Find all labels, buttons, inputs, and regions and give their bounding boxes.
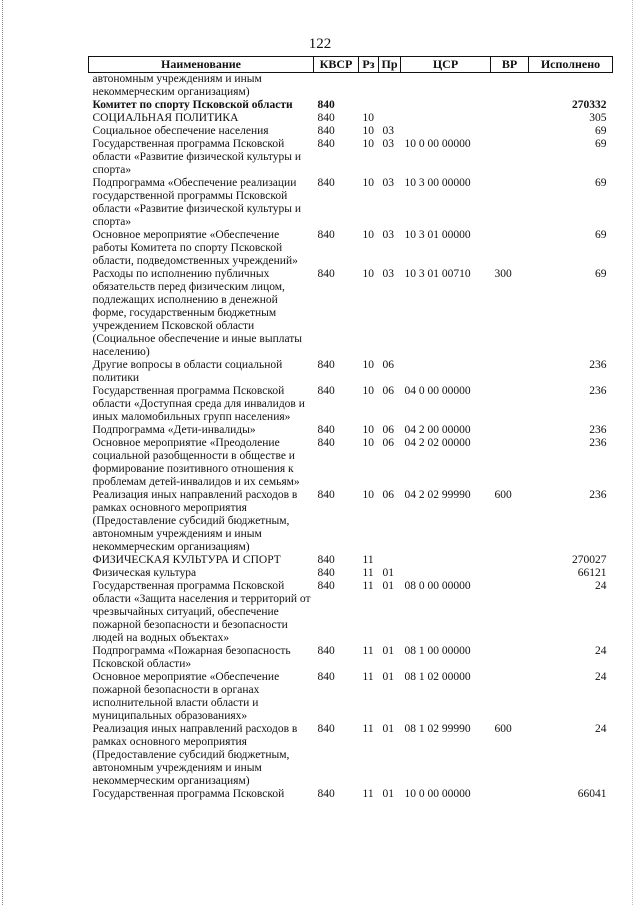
header-csr: ЦСР (401, 57, 491, 73)
cell-vr (491, 112, 529, 125)
cell-pr: 03 (382, 268, 394, 280)
cell-rz: 10 (362, 112, 374, 124)
cell-vr (491, 645, 529, 671)
cell-executed: 66041 (577, 788, 607, 800)
cell-executed (529, 73, 613, 100)
cell-csr: 04 2 02 99990 (404, 489, 471, 501)
cell-csr: 10 3 00 00000 (404, 177, 471, 189)
cell-executed: 305 (589, 112, 607, 124)
header-rz: Рз (359, 57, 379, 73)
table-row (89, 99, 613, 112)
cell-kvsr: 840 (317, 437, 335, 449)
table-row (89, 489, 613, 554)
table-row (89, 671, 613, 723)
cell-vr: 300 (494, 268, 512, 280)
table-row (89, 424, 613, 437)
table-row (89, 125, 613, 138)
cell-rz: 11 (362, 554, 374, 566)
table-row (89, 138, 613, 177)
table-header (89, 57, 613, 73)
cell-csr: 10 3 01 00710 (404, 268, 471, 280)
cell-rz (359, 73, 379, 100)
cell-name: Реализация иных направлений расходов в рамках основного мероприятия (Предоставление субсидий бюджетным, автономным учреждениям и иным некоммерческим организациям) (92, 723, 298, 787)
cell-vr (491, 671, 529, 723)
cell-executed: 69 (595, 229, 607, 241)
table-row (89, 112, 613, 125)
cell-rz: 10 (362, 437, 374, 449)
cell-kvsr: 840 (317, 723, 335, 735)
cell-executed: 24 (595, 723, 607, 735)
cell-name: Реализация иных направлений расходов в рамках основного мероприятия (Предоставление субсидий бюджетным, автономным учреждениям и иным некоммерческим организациям) (92, 489, 298, 553)
cell-csr (401, 99, 491, 112)
cell-pr: 06 (382, 359, 394, 371)
cell-executed: 24 (595, 580, 607, 592)
cell-pr: 03 (382, 125, 394, 137)
cell-name: Другие вопросы в области социальной политики (92, 359, 283, 384)
cell-csr: 08 1 00 00000 (404, 645, 471, 657)
cell-csr: 04 2 02 00000 (404, 437, 471, 449)
cell-vr (491, 138, 529, 177)
cell-kvsr: 840 (317, 229, 335, 241)
cell-executed: 270332 (572, 99, 607, 111)
cell-executed: 236 (589, 385, 607, 397)
cell-executed: 236 (589, 424, 607, 436)
cell-csr (401, 112, 491, 125)
cell-rz: 10 (362, 177, 374, 189)
cell-vr: 600 (494, 723, 512, 735)
cell-kvsr: 840 (317, 645, 335, 657)
cell-pr: 01 (382, 645, 394, 657)
cell-rz: 10 (362, 268, 374, 280)
cell-pr (379, 73, 401, 100)
cell-kvsr: 840 (317, 671, 335, 683)
cell-name: Комитет по спорту Псковской области (92, 99, 293, 111)
cell-kvsr: 840 (317, 580, 335, 592)
cell-vr (491, 424, 529, 437)
cell-executed: 69 (595, 125, 607, 137)
table-row (89, 385, 613, 424)
cell-pr (379, 112, 401, 125)
cell-pr: 01 (382, 671, 394, 683)
cell-executed: 69 (595, 177, 607, 189)
header-vr: ВР (491, 57, 529, 73)
header-pr: Пр (379, 57, 401, 73)
table-row (89, 645, 613, 671)
cell-executed: 24 (595, 645, 607, 657)
cell-csr: 04 2 00 00000 (404, 424, 471, 436)
cell-rz: 10 (362, 125, 374, 137)
cell-vr (491, 73, 529, 100)
cell-name: Основное мероприятие «Преодоление социальной разобщенности в обществе и формирование позитивного отношения к проблемам детей-инвалидов и их семьям» (92, 437, 300, 488)
cell-pr: 03 (382, 138, 394, 150)
cell-rz: 11 (362, 645, 374, 657)
cell-name: автономным учреждениям и иным некоммерческим организациям) (92, 73, 262, 98)
header-executed: Исполнено (529, 57, 613, 73)
scan-edge-right (632, 0, 634, 905)
budget-table (88, 56, 613, 801)
cell-name: ФИЗИЧЕСКАЯ КУЛЬТУРА И СПОРТ (92, 554, 281, 566)
cell-kvsr: 840 (317, 177, 335, 189)
cell-csr: 10 0 00 00000 (404, 138, 471, 150)
cell-rz: 10 (362, 424, 374, 436)
cell-kvsr: 840 (317, 567, 335, 579)
cell-pr (379, 99, 401, 112)
cell-kvsr (314, 73, 359, 100)
cell-name: Физическая культура (92, 567, 197, 579)
cell-csr: 08 1 02 00000 (404, 671, 471, 683)
header-name: Наименование (89, 57, 314, 73)
budget-table-container (88, 56, 612, 801)
cell-rz: 11 (362, 580, 374, 592)
cell-rz: 11 (362, 671, 374, 683)
cell-pr: 06 (382, 385, 394, 397)
cell-name: Подпрограмма «Обеспечение реализации государственной программы Псковской области «Развитие физической культуры и спорта» (92, 177, 302, 228)
page-number: 122 (308, 36, 332, 52)
cell-kvsr: 840 (317, 125, 335, 137)
table-row (89, 788, 613, 801)
cell-pr: 01 (382, 723, 394, 735)
table-row (89, 73, 613, 100)
cell-kvsr: 840 (317, 268, 335, 280)
cell-csr: 10 0 00 00000 (404, 788, 471, 800)
cell-vr (491, 229, 529, 268)
cell-rz: 11 (362, 723, 374, 735)
cell-csr (401, 567, 491, 580)
table-row (89, 229, 613, 268)
cell-csr: 04 0 00 00000 (404, 385, 471, 397)
cell-kvsr: 840 (317, 424, 335, 436)
table-row (89, 554, 613, 567)
cell-csr: 10 3 01 00000 (404, 229, 471, 241)
table-row (89, 437, 613, 489)
cell-vr (491, 359, 529, 385)
cell-csr: 08 1 02 99990 (404, 723, 471, 735)
cell-vr (491, 125, 529, 138)
cell-name: СОЦИАЛЬНАЯ ПОЛИТИКА (92, 112, 239, 124)
cell-kvsr: 840 (317, 385, 335, 397)
cell-csr: 08 0 00 00000 (404, 580, 471, 592)
cell-vr (491, 567, 529, 580)
cell-csr (401, 73, 491, 100)
cell-vr (491, 554, 529, 567)
cell-kvsr: 840 (317, 359, 335, 371)
cell-kvsr: 840 (317, 489, 335, 501)
cell-kvsr: 840 (317, 138, 335, 150)
cell-rz: 10 (362, 359, 374, 371)
cell-vr (491, 788, 529, 801)
cell-executed: 270027 (572, 554, 607, 566)
cell-kvsr: 840 (317, 99, 335, 111)
cell-rz: 10 (362, 138, 374, 150)
cell-executed: 24 (595, 671, 607, 683)
cell-rz: 11 (362, 567, 374, 579)
cell-pr: 01 (382, 580, 394, 592)
cell-csr (401, 359, 491, 385)
cell-name: Государственная программа Псковской области «Развитие физической культуры и спорта» (92, 138, 302, 176)
cell-rz: 11 (362, 788, 374, 800)
cell-rz (359, 99, 379, 112)
cell-vr (491, 437, 529, 489)
cell-vr: 600 (494, 489, 512, 501)
cell-vr (491, 385, 529, 424)
cell-name: Основное мероприятие «Обеспечение пожарной безопасности в органах исполнительной власти области и муниципальных образованиях» (92, 671, 280, 722)
cell-pr: 06 (382, 437, 394, 449)
cell-pr: 03 (382, 177, 394, 189)
cell-kvsr: 840 (317, 788, 335, 800)
cell-vr (491, 177, 529, 229)
header-kvsr: КВСР (314, 57, 359, 73)
cell-name: Государственная программа Псковской области «Защита населения и территорий от чрезвычайных ситуаций, обеспечение пожарной безопасности и безопасности людей на водных объектах» (92, 580, 311, 644)
cell-executed: 236 (589, 437, 607, 449)
cell-name: Подпрограмма «Дети-инвалиды» (92, 424, 256, 436)
cell-executed: 69 (595, 138, 607, 150)
cell-rz: 10 (362, 229, 374, 241)
cell-pr: 01 (382, 788, 394, 800)
cell-pr: 06 (382, 489, 394, 501)
cell-executed: 69 (595, 268, 607, 280)
cell-name: Социальное обеспечение населения (92, 125, 269, 137)
cell-name: Государственная программа Псковской области «Доступная среда для инвалидов и иных маломобильных групп населения» (92, 385, 305, 423)
cell-vr (491, 99, 529, 112)
cell-kvsr: 840 (317, 554, 335, 566)
table-row (89, 268, 613, 359)
cell-pr: 03 (382, 229, 394, 241)
table-row (89, 723, 613, 788)
cell-rz: 10 (362, 385, 374, 397)
table-row (89, 359, 613, 385)
table-row (89, 177, 613, 229)
cell-name: Государственная программа Псковской (92, 788, 285, 800)
table-body (89, 73, 613, 802)
cell-executed: 236 (589, 359, 607, 371)
cell-pr (379, 554, 401, 567)
table-row (89, 580, 613, 645)
cell-kvsr: 840 (317, 112, 335, 124)
cell-pr: 06 (382, 424, 394, 436)
table-row (89, 567, 613, 580)
header-row (89, 57, 613, 73)
cell-vr (491, 580, 529, 645)
cell-name: Расходы по исполнению публичных обязательств перед физическим лицом, подлежащих исполнению в денежной форме, государственным бюджетным учреждением Псковской области (Социальное обеспечение и иные выплаты населению) (92, 268, 303, 358)
cell-rz: 10 (362, 489, 374, 501)
cell-executed: 66121 (577, 567, 607, 579)
cell-pr: 01 (382, 567, 394, 579)
cell-csr (401, 125, 491, 138)
cell-name: Подпрограмма «Пожарная безопасность Псковской области» (92, 645, 291, 670)
cell-executed: 236 (589, 489, 607, 501)
scan-edge-left (2, 0, 4, 905)
cell-name: Основное мероприятие «Обеспечение работы Комитета по спорту Псковской области, подведомственных учреждений» (92, 229, 298, 267)
cell-csr (401, 554, 491, 567)
